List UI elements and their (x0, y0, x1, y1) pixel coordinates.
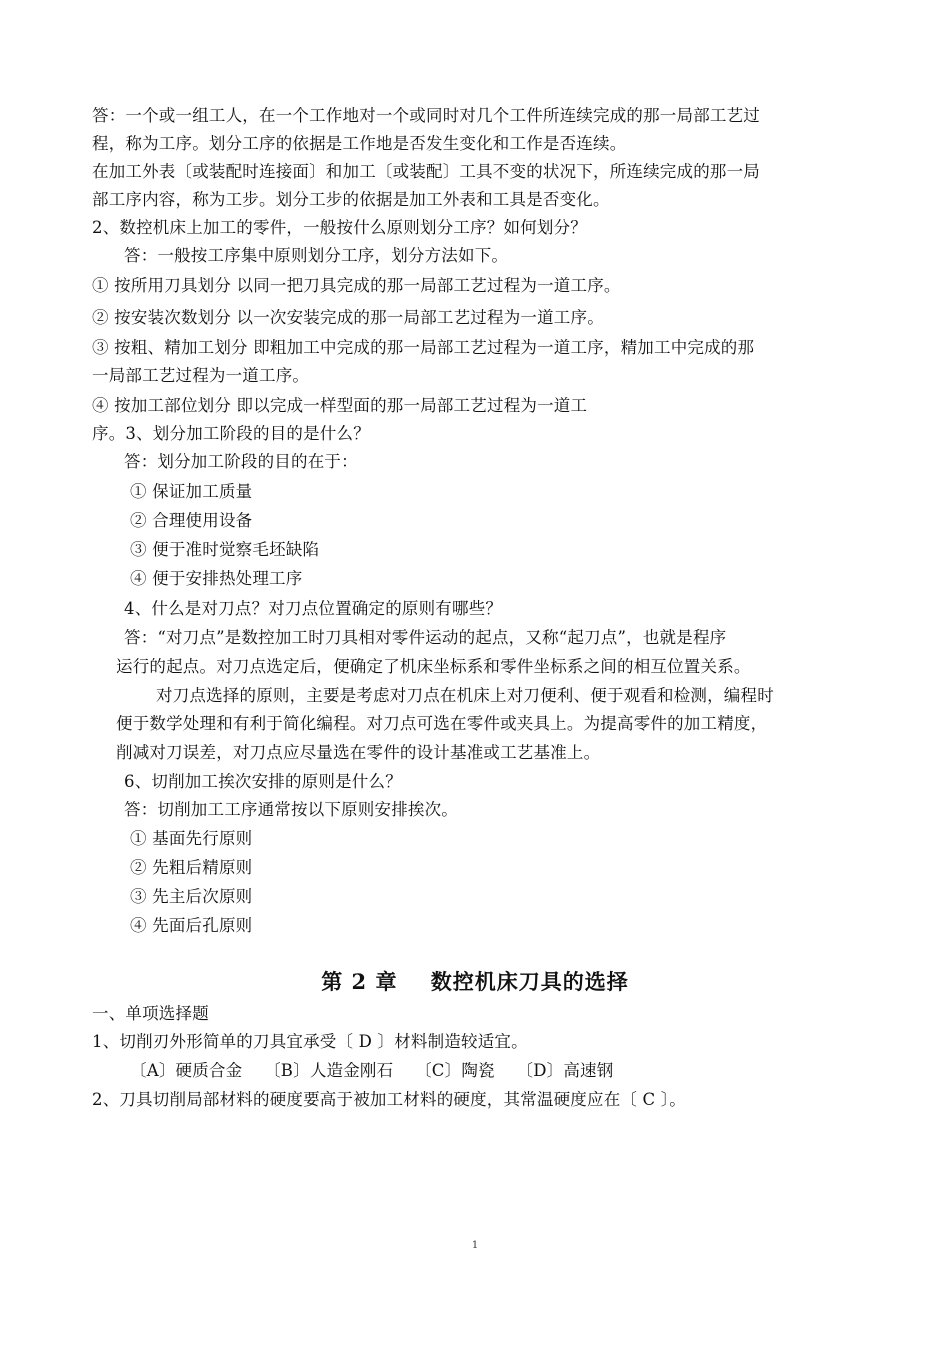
question-heading: 4、什么是对刀点？对刀点位置确定的原则有哪些？ (124, 599, 503, 618)
list-item: ① 按所用刀具划分 以同一把刀具完成的那一局部工艺过程为一道工序。 (92, 276, 621, 295)
list-item: ③ 先主后次原则 (130, 887, 253, 906)
answer-line: 答：划分加工阶段的目的在于： (124, 452, 358, 471)
text-line: 削减对刀误差，对刀点应尽量选在零件的设计基准或工艺基准上。 (116, 743, 601, 762)
question-heading: 2、数控机床上加工的零件，一般按什么原则划分工序？如何划分？ (92, 218, 587, 237)
options-line: 〔A〕硬质合金 〔B〕人造金刚石 〔C〕陶瓷 〔D〕高速钢 (130, 1061, 614, 1080)
answer-line: 答：切削加工工序通常按以下原则安排挨次。 (124, 800, 458, 819)
chapter-title: 第 2 章 数控机床刀具的选择 (321, 969, 629, 994)
text-line: 运行的起点。对刀点选定后，便确定了机床坐标系和零件坐标系之间的相互位置关系。 (116, 657, 751, 676)
text-line: 部工序内容，称为工步。划分工步的依据是加工外表和工具是否变化。 (92, 190, 610, 209)
list-item: ④ 便于安排热处理工序 (130, 569, 303, 588)
question-line: 1、切削刃外形简单的刀具宜承受〔 D 〕材料制造较适宜。 (92, 1032, 528, 1051)
question-line: 2、刀具切削局部材料的硬度要高于被加工材料的硬度，其常温硬度应在〔 C 〕。 (92, 1090, 686, 1109)
text-line: 便于数学处理和有利于简化编程。对刀点可选在零件或夹具上。为提高零件的加工精度， (116, 714, 768, 733)
text-line: 答：一个或一组工人，在一个工作地对一个或同时对几个工件所连续完成的那一局部工艺过 (92, 106, 760, 125)
paragraph-line: 对刀点选择的原则，主要是考虑对刀点在机床上对刀便利、便于观看和检测，编程时 (156, 686, 774, 705)
list-item: ② 先粗后精原则 (130, 858, 253, 877)
list-item: ① 基面先行原则 (130, 829, 253, 848)
question-heading: 序。3、划分加工阶段的目的是什么？ (92, 424, 370, 443)
question-heading: 6、切削加工挨次安排的原则是什么？ (124, 772, 402, 791)
section-heading: 一、单项选择题 (92, 1004, 209, 1023)
list-item: ④ 先面后孔原则 (130, 916, 253, 935)
list-item: ④ 按加工部位划分 即以完成一样型面的那一局部工艺过程为一道工 (92, 396, 588, 415)
page-number: 1 (471, 1240, 479, 1251)
list-item: ③ 按粗、精加工划分 即粗加工中完成的那一局部工艺过程为一道工序，精加工中完成的那 (92, 338, 755, 357)
answer-line: 答：一般按工序集中原则划分工序，划分方法如下。 (124, 246, 509, 265)
list-item: ② 合理使用设备 (130, 511, 253, 530)
list-item: ② 按安装次数划分 以一次安装完成的那一局部工艺过程为一道工序。 (92, 308, 604, 327)
list-item: ① 保证加工质量 (130, 482, 253, 501)
answer-line: 答：“对刀点”是数控加工时刀具相对零件运动的起点，又称“起刀点”，也就是程序 (124, 628, 727, 647)
text-line: 程，称为工序。划分工序的依据是工作地是否发生变化和工作是否连续。 (92, 134, 627, 153)
text-line: 在加工外表〔或装配时连接面〕和加工〔或装配〕工具不变的状况下，所连续完成的那一局 (92, 162, 760, 181)
list-item: ③ 便于准时觉察毛坯缺陷 (130, 540, 320, 559)
text-line: 一局部工艺过程为一道工序。 (92, 366, 310, 385)
